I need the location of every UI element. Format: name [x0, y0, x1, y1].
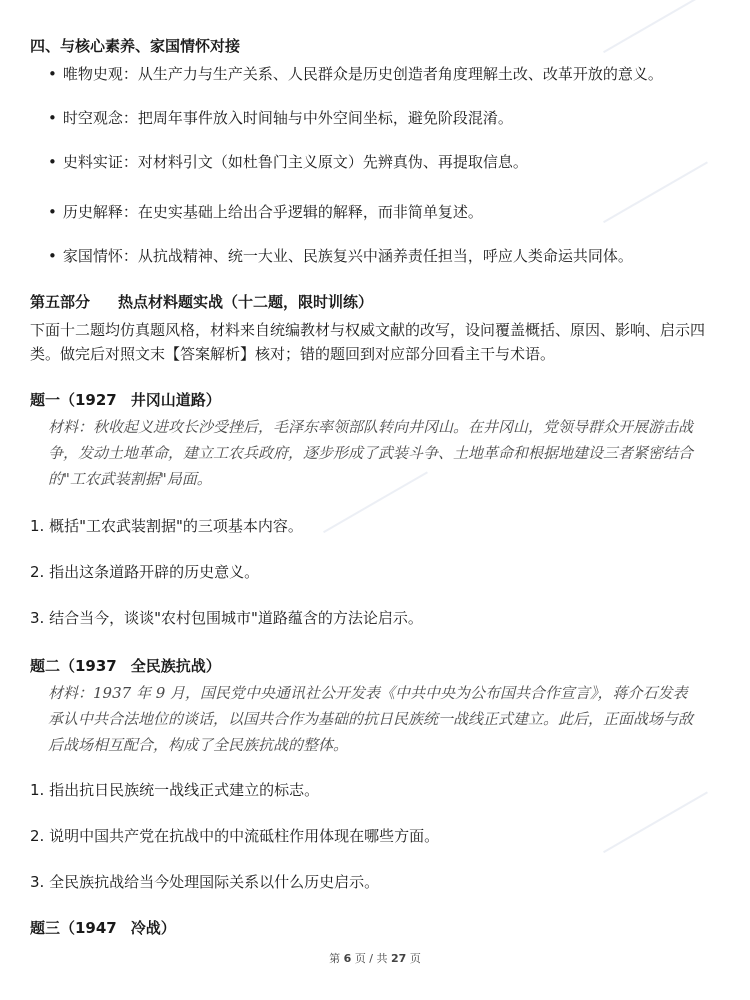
bullet-icon: •: [48, 153, 57, 171]
total-pages: 27: [391, 952, 407, 965]
bullet-icon: •: [48, 65, 57, 83]
watermark-mark: [323, 471, 437, 548]
material-text: 承认中共合法地位的谈话，以国共合作为基础的抗日民族统一战线正式建立。此后，正面战场与敌: [48, 710, 694, 728]
material-text: 后战场相互配合，构成了全民族抗战的整体。: [48, 736, 349, 754]
list-item: • 时空观念：把周年事件放入时间轴与中外空间坐标，避免阶段混淆。: [48, 109, 513, 127]
sub-question: 1. 概括"工农武装割据"的三项基本内容。: [30, 517, 303, 535]
watermark-mark: [603, 161, 717, 238]
page-footer: 第 6 页 / 共 27 页: [329, 952, 421, 965]
list-item: • 唯物史观：从生产力与生产关系、人民群众是历史创造者角度理解土改、改革开放的意义。: [48, 65, 663, 83]
bullet-icon: •: [48, 247, 57, 265]
bullet-icon: •: [48, 109, 57, 127]
section-heading: 第五部分 热点材料题实战（十二题，限时训练）: [30, 293, 374, 311]
sub-question: 1. 指出抗日民族统一战线正式建立的标志。: [30, 781, 320, 799]
list-item: • 家国情怀：从抗战精神、统一大业、民族复兴中涵养责任担当，呼应人类命运共同体。: [48, 247, 633, 265]
current-page: 6: [343, 952, 352, 965]
intro-text: 下面十二题均仿真题风格，材料来自统编教材与权威文献的改写，设问覆盖概括、原因、影响、启示四: [30, 321, 706, 339]
section-heading: 四、与核心素养、家国情怀对接: [30, 37, 241, 55]
question-heading: 题二（1937 全民族抗战）: [30, 657, 221, 675]
question-heading: 题一（1927 井冈山道路）: [30, 391, 221, 409]
watermark-mark: [603, 791, 717, 868]
sub-question: 3. 结合当今，谈谈"农村包围城市"道路蕴含的方法论启示。: [30, 609, 423, 627]
sub-question: 2. 指出这条道路开辟的历史意义。: [30, 563, 260, 581]
material-text: 材料：秋收起义进攻长沙受挫后，毛泽东率领部队转向井冈山。在井冈山，党领导群众开展游击战: [48, 418, 694, 436]
material-text: 材料：1937 年 9 月，国民党中央通讯社公开发表《中共中央为公布国共合作宣言》，蒋介石发表: [48, 684, 688, 702]
intro-text: 类。做完后对照文末【答案解析】核对；错的题回到对应部分回看主干与术语。: [30, 345, 556, 363]
bullet-icon: •: [48, 203, 57, 221]
material-text: 争，发动土地革命，建立工农兵政府，逐步形成了武装斗争、土地革命和根据地建设三者紧密结合: [48, 444, 694, 462]
question-heading: 题三（1947 冷战）: [30, 919, 176, 937]
list-item: • 史料实证：对材料引文（如杜鲁门主义原文）先辨真伪、再提取信息。: [48, 153, 528, 171]
list-item: • 历史解释：在史实基础上给出合乎逻辑的解释，而非简单复述。: [48, 203, 483, 221]
watermark-mark: [603, 0, 717, 69]
material-text: 的"工农武装割据"局面。: [48, 470, 212, 488]
sub-question: 3. 全民族抗战给当今处理国际关系以什么历史启示。: [30, 873, 380, 891]
sub-question: 2. 说明中国共产党在抗战中的中流砥柱作用体现在哪些方面。: [30, 827, 440, 845]
